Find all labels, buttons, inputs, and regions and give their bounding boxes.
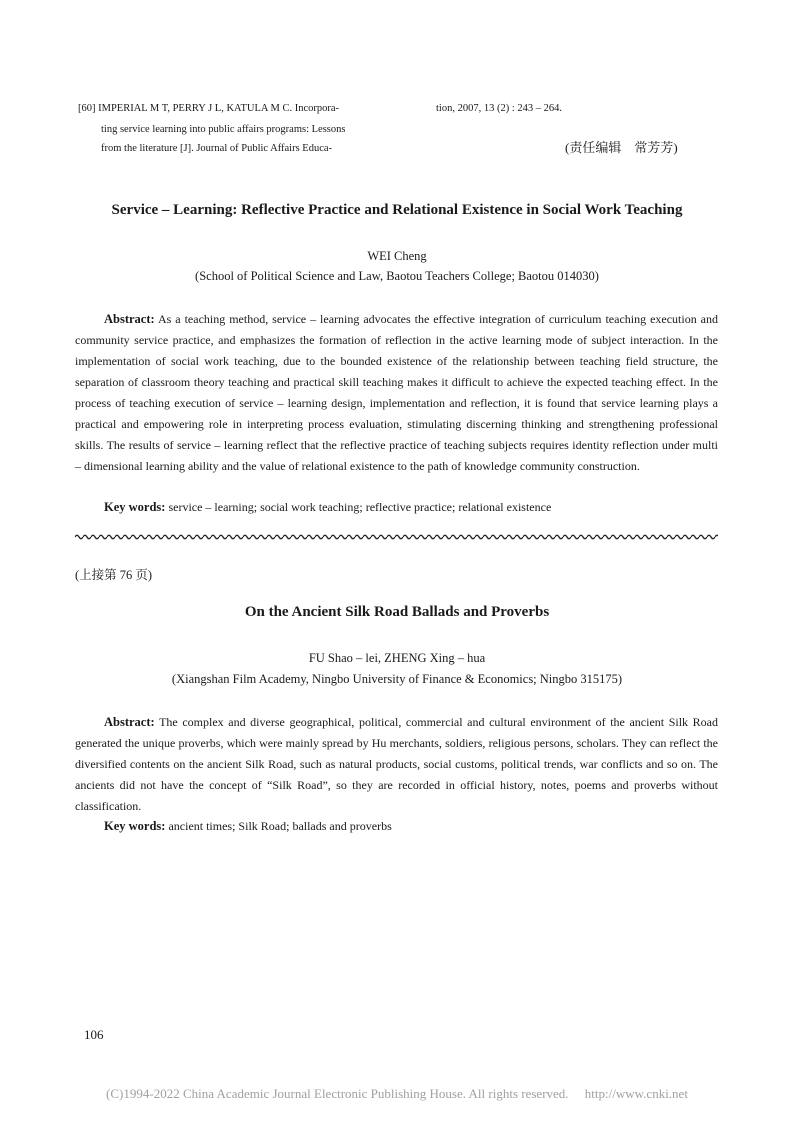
reference-line-4: tion, 2007, 13 (2) : 243 – 264. <box>436 103 562 114</box>
article2-keywords-label: Key words: <box>104 819 166 833</box>
article1-affiliation: (School of Political Science and Law, Baotou Teachers College; Baotou 014030) <box>195 269 599 283</box>
continued-note: (上接第 76 页) <box>75 568 153 582</box>
article1-keywords-text: service – learning; social work teaching; reflective practice; relational existence <box>168 500 552 514</box>
article2-abstract-label: Abstract: <box>104 715 155 729</box>
article2-author: FU Shao – lei, ZHENG Xing – hua <box>308 651 486 665</box>
wavy-divider <box>75 532 718 542</box>
article2-keywords <box>104 819 392 834</box>
article2-keywords-text: ancient times; Silk Road; ballads and proverbs <box>168 819 392 833</box>
article1-author: WEI Cheng <box>367 249 427 263</box>
article2-affiliation: (Xiangshan Film Academy, Ningbo University of Finance & Economics; Ningbo 315175) <box>171 672 623 686</box>
article2-abstract <box>75 712 718 817</box>
reference-line-2: ting service learning into public affairs programs: Lessons <box>101 124 346 135</box>
editor-note: (责任编辑 常芳芳) <box>565 140 678 155</box>
page-number: 106 <box>84 1027 104 1042</box>
article1-abstract-text: As a teaching method, service – learning advocates the effective integration of curriculum teaching execution and community service practice, and emphasizes the formation of reflection in the active learning mode of subject interaction. In the implementation of social work teaching, due to the bounded existence of the relationship between teaching field structure, the separation of classroom theory teaching and practical skill teaching makes it difficult to achieve the expected teaching effect. In the process of teaching execution of service – learning design, implementation and reflection, it is found that service learning plays a practical and empowering role in interpreting process evaluation, stimulating discerning thinking and strengthening professional skills. The results of service – learning reflect that the reflective practice of teaching subjects requires identity reflection under multi – dimensional learning ability and the value of relational existence to the path of knowledge community construction. <box>75 312 719 473</box>
article1-abstract <box>75 309 718 477</box>
copyright-footer: (C)1994-2022 China Academic Journal Electronic Publishing House. All rights reserved. http://www.cnki.net <box>106 1086 688 1101</box>
article1-title: Service – Learning: Reflective Practice and Relational Existence in Social Work Teaching <box>111 202 683 218</box>
article1-keywords-label: Key words: <box>104 500 166 514</box>
article2-abstract-text: The complex and diverse geographical, political, commercial and cultural environment of the ancient Silk Road generated the unique proverbs, which were mainly spread by Hu merchants, soldiers, religious persons, scholars. They can reflect the diversified contents on the ancient Silk Road, such as natural products, social customs, political trends, war conflicts and so on. The ancients did not have the concept of “Silk Road”, so they are recorded in official history, notes, poems and proverbs without classification. <box>75 715 718 813</box>
article1-keywords <box>104 500 551 515</box>
article1-abstract-label: Abstract: <box>104 312 155 326</box>
reference-line-1: [60] IMPERIAL M T, PERRY J L, KATULA M C. Incorpora- <box>78 103 340 114</box>
article2-title: On the Ancient Silk Road Ballads and Proverbs <box>244 604 550 620</box>
reference-line-3: from the literature [J]. Journal of Public Affairs Educa- <box>101 143 333 154</box>
